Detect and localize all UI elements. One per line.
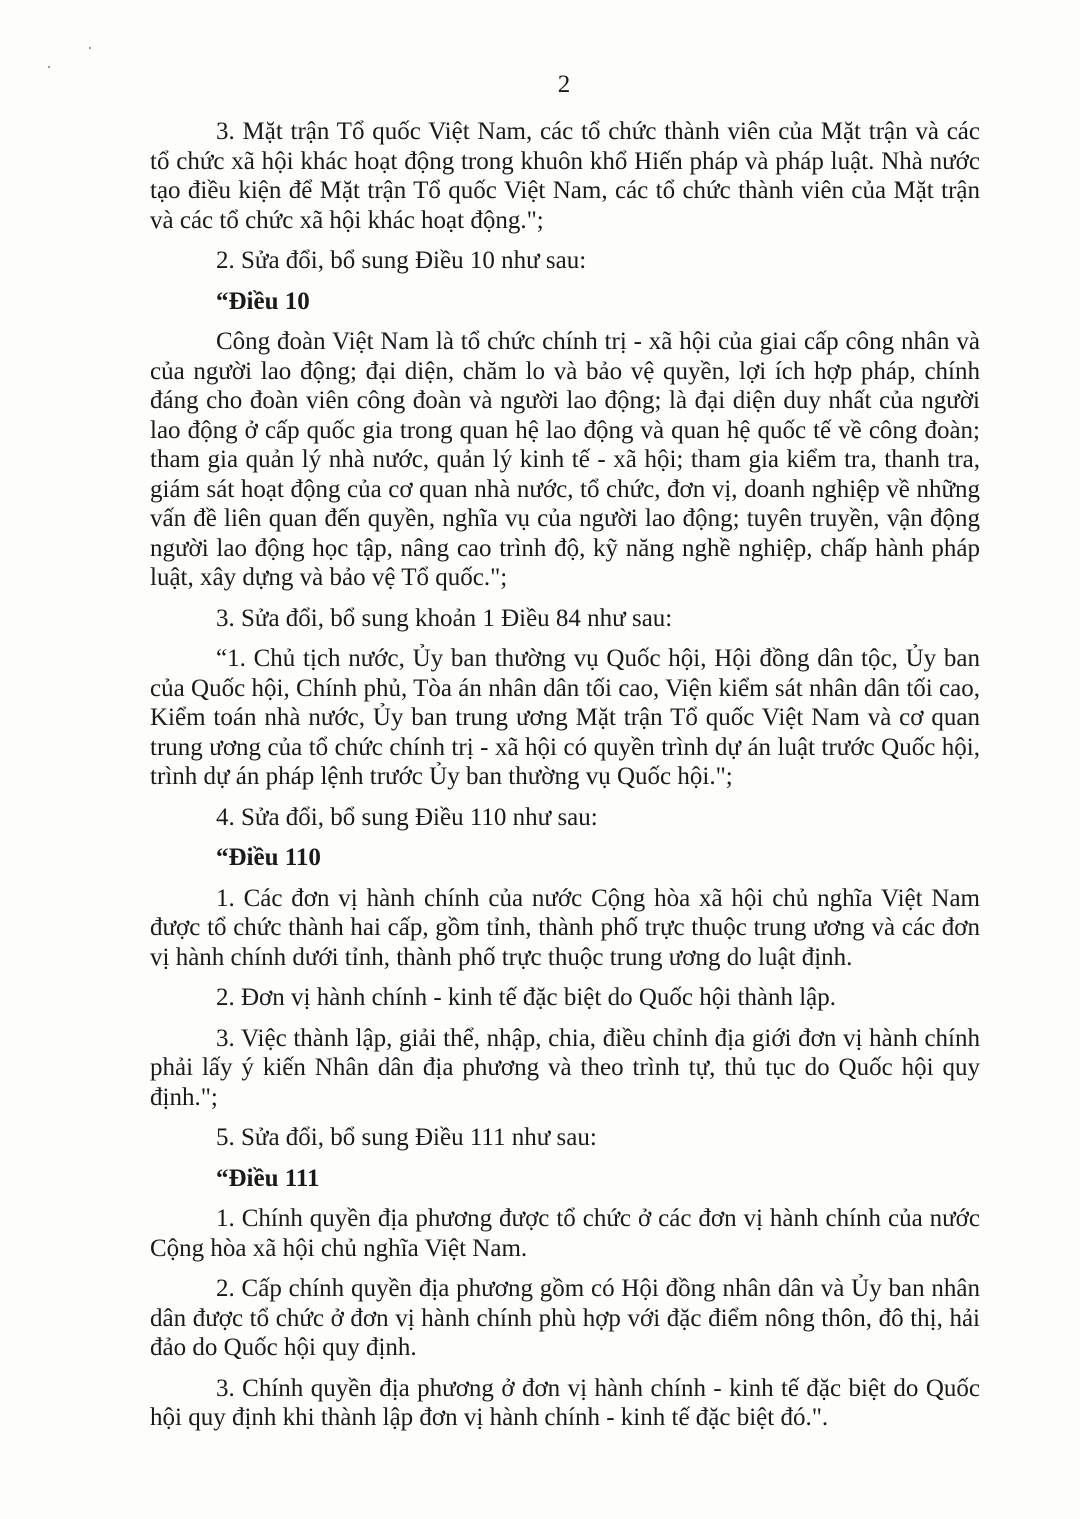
paragraph-article-111-clause-2: 2. Cấp chính quyền địa phương gồm có Hội đồng nhân dân và Ủy ban nhân dân được tổ chức ở đơn vị hành chính phù hợp với đặc điểm nông thôn, đô thị, hải đảo do Quốc hội quy định.	[150, 1275, 980, 1361]
scan-speck	[89, 47, 91, 49]
heading-article-10: “Điều 10	[216, 287, 310, 315]
paragraph-amend-article-84: 3. Sửa đổi, bổ sung khoản 1 Điều 84 như sau:	[216, 604, 673, 632]
paragraph-article-10-body: Công đoàn Việt Nam là tổ chức chính trị - xã hội của giai cấp công nhân và của người lao động; đại diện, chăm lo và bảo vệ quyền, lợi ích hợp pháp, chính đáng cho đoàn viên công đoàn và người lao động; là đại diện duy nhất của người lao động ở cấp quốc gia trong quan hệ lao động và quan hệ quốc tế về công đoàn; tham gia quản lý nhà nước, quản lý kinh tế - xã hội; tham gia kiểm tra, thanh tra, giám sát hoạt động của cơ quan nhà nước, tổ chức, đơn vị, doanh nghiệp về những vấn đề liên quan đến quyền, nghĩa vụ của người lao động; tuyên truyền, vận động người lao động học tập, nâng cao trình độ, kỹ năng nghề nghiệp, chấp hành pháp luật, xây dựng và bảo vệ Tổ quốc.";	[150, 328, 980, 591]
paragraph-amend-article-110: 4. Sửa đổi, bổ sung Điều 110 như sau:	[216, 803, 598, 831]
heading-article-110: “Điều 110	[216, 844, 321, 871]
document-body	[150, 117, 980, 1444]
paragraph-article-84-clause-1: “1. Chủ tịch nước, Ủy ban thường vụ Quốc hội, Hội đồng dân tộc, Ủy ban của Quốc hội, Chính phủ, Tòa án nhân dân tối cao, Viện kiểm sát nhân dân tối cao, Kiểm toán nhà nước, Ủy ban trung ương Mặt trận Tổ quốc Việt Nam và cơ quan trung ương của tổ chức chính trị - xã hội có quyền trình dự án luật trước Quốc hội, trình dự án pháp lệnh trước Ủy ban thường vụ Quốc hội.";	[150, 645, 980, 790]
paragraph-article-110-clause-3: 3. Việc thành lập, giải thể, nhập, chia, điều chỉnh địa giới đơn vị hành chính phải lấy ý kiến Nhân dân địa phương và theo trình tự, thủ tục do Quốc hội quy định.";	[150, 1024, 980, 1111]
scan-speck	[48, 66, 50, 68]
paragraph-amend-article-111: 5. Sửa đổi, bổ sung Điều 111 như sau:	[216, 1124, 597, 1151]
paragraph-article-111-clause-3: 3. Chính quyền địa phương ở đơn vị hành chính - kinh tế đặc biệt do Quốc hội quy định khi thành lập đơn vị hành chính - kinh tế đặc biệt đó.".	[150, 1374, 980, 1431]
paragraph-clause-3-front: 3. Mặt trận Tổ quốc Việt Nam, các tổ chức thành viên của Mặt trận và các tổ chức xã hội khác hoạt động trong khuôn khổ Hiến pháp và pháp luật. Nhà nước tạo điều kiện để Mặt trận Tổ quốc Việt Nam, các tổ chức thành viên của Mặt trận và các tổ chức xã hội khác hoạt động.";	[150, 118, 980, 234]
paragraph-article-110-clause-1: 1. Các đơn vị hành chính của nước Cộng hòa xã hội chủ nghĩa Việt Nam được tổ chức thành hai cấp, gồm tỉnh, thành phố trực thuộc trung ương và các đơn vị hành chính dưới tỉnh, thành phố trực thuộc trung ương do luật định.	[150, 884, 980, 971]
page-number: 2	[557, 71, 571, 98]
paragraph-article-110-clause-2: 2. Đơn vị hành chính - kinh tế đặc biệt do Quốc hội thành lập.	[216, 984, 837, 1011]
paragraph-amend-article-10: 2. Sửa đổi, bổ sung Điều 10 như sau:	[216, 247, 587, 274]
paragraph-article-111-clause-1: 1. Chính quyền địa phương được tổ chức ở các đơn vị hành chính của nước Cộng hòa xã hội chủ nghĩa Việt Nam.	[150, 1205, 980, 1262]
heading-article-111: “Điều 111	[216, 1164, 320, 1192]
